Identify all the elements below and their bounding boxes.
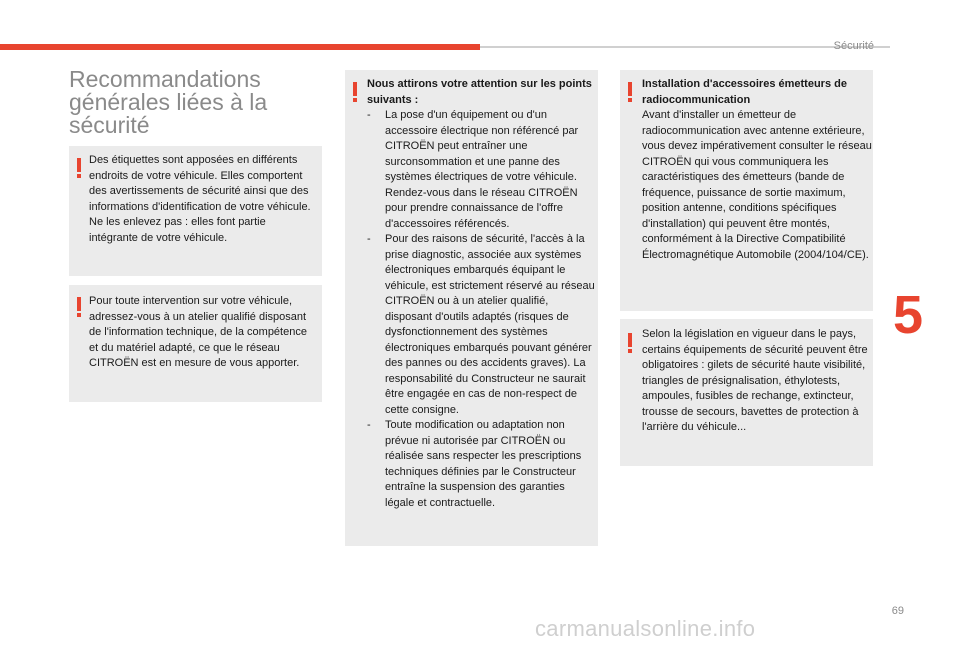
chapter-number: 5 [893,285,924,345]
warning-box-intervention [69,285,322,402]
radio-heading: Installation d'accessoires émetteurs de radiocommunication [642,78,847,106]
warning-box-attention [345,70,598,546]
warning-icon [76,297,82,317]
warning-box-legislation [620,319,873,466]
list-item: - Pour des raisons de sécurité, l'accès à la prise diagnostic, associée aux systèmes électroniques embarqués équipant le véhicule, est strictement réservé au réseau CITROËN ou à un atelier qualifié, disposant d'outils adaptés (risques de dysfonctionnement des systèmes électroniques embarqués pouvant générer des pannes ou des accidents graves). La responsabilité du Constructeur ne saurait être engagée en cas de non-respect de cette consigne. [367,233,595,416]
warning-text-labels: Des étiquettes sont apposées en différents endroits de votre véhicule. Elles comportent des avertissements de sécurité ainsi que des informations d'identification de votre véhicule. Ne les enlevez pas : elles font partie intégrante de votre véhicule. [89,154,311,244]
attention-heading: Nous attirons votre attention sur les points suivants : [367,78,592,106]
warning-box-radio [620,70,873,311]
page-number: 69 [891,605,904,617]
attention-list [367,108,595,511]
header-rule [480,46,890,48]
radio-text: Avant d'installer un émetteur de radiocommunication avec antenne extérieure, vous devez impérativement consulter le réseau CITROËN qui vous communiquera les caractéristiques des émetteurs (bande de fréquence, puissance de sortie maximum, position antenne, conditions spécifiques d'installation) qui peuvent être montés, conformément à la Directive Compatibilité Électromagnétique Automobile (2004/104/CE). [642,109,872,261]
watermark: carmanualsonline.info [535,616,756,641]
list-item: - La pose d'un équipement ou d'un accessoire électrique non référencé par CITROËN peut entraîner une surconsommation et une panne des systèmes électriques de votre véhicule. Rendez-vous dans le réseau CITROËN pour prendre connaissance de l'offre d'accessoires référencés. [367,109,579,230]
warning-icon [627,82,633,102]
warning-text-intervention: Pour toute intervention sur votre véhicule, adressez-vous à un atelier qualifié disposant de l'information technique, de la compétence et du matériel adapté, ce que le réseau CITROËN est en mesure de vous apporter. [89,295,307,369]
page-title: Recommandations générales liées à la sécurité [69,66,268,138]
section-title: Sécurité [833,40,874,52]
warning-box-labels [69,146,322,276]
list-item: - Toute modification ou adaptation non prévue ni autorisée par CITROËN ou réalisée sans respecter les prescriptions techniques définies par le Constructeur entraîne la suspension des garanties légale et contractuelle. [367,419,582,509]
header-accent-bar [0,44,480,50]
warning-icon [352,82,358,102]
legislation-text: Selon la législation en vigueur dans le pays, certains équipements de sécurité peuvent être obligatoires : gilets de sécurité haute visibilité, triangles de présignalisation, éthylotests, ampoules, fusibles de rechange, extincteur, trousse de secours, bavettes de protection à l'arrière du véhicule... [642,328,868,433]
warning-icon [76,158,82,178]
warning-icon [627,333,633,353]
